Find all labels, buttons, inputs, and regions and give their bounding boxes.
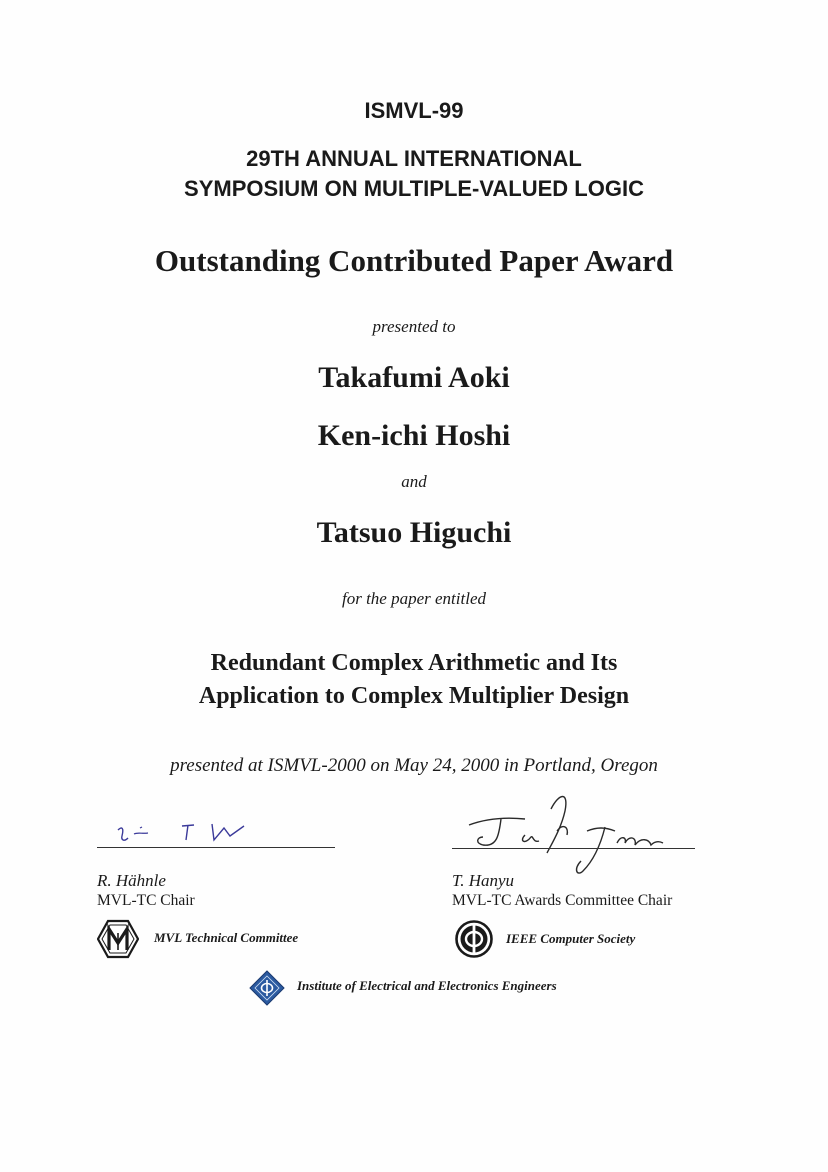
recipient-name-3: Tatsuo Higuchi — [316, 516, 512, 549]
conference-title-line2: SYMPOSIUM ON MULTIPLE-VALUED LOGIC — [184, 176, 644, 201]
signatory-name-right: T. Hanyu — [452, 871, 515, 890]
recipient-name-2: Ken-ichi Hoshi — [317, 419, 511, 452]
computer-society-logo-icon — [454, 920, 494, 958]
award-title: Outstanding Contributed Paper Award — [154, 243, 674, 278]
conference-title-line1: 29TH ANNUAL INTERNATIONAL — [246, 146, 582, 171]
recipient-name-1: Takafumi Aoki — [318, 361, 510, 394]
for-paper-text: for the paper entitled — [341, 589, 486, 608]
signatory-name-left: R. Hähnle — [97, 871, 166, 890]
ieee-institute-label: Institute of Electrical and Electronics Engineers — [297, 978, 557, 993]
mvl-logo-icon — [97, 919, 139, 959]
paper-title-line1: Redundant Complex Arithmetic and Its — [210, 650, 618, 676]
paper-title-line2: Application to Complex Multiplier Design — [198, 683, 630, 709]
signature-line-left — [97, 847, 335, 848]
signature-right — [455, 783, 685, 878]
and-text: and — [401, 472, 427, 491]
signature-left — [112, 812, 262, 852]
ieee-computer-society-label: IEEE Computer Society — [506, 931, 636, 946]
presentation-venue: presented at ISMVL-2000 on May 24, 2000 in Portland, Oregon — [170, 755, 658, 776]
mvl-technical-committee-label: MVL Technical Committee — [154, 930, 299, 945]
signatory-role-left: MVL-TC Chair — [97, 892, 195, 909]
ieee-logo-icon — [249, 970, 285, 1006]
signatory-role-right: MVL-TC Awards Committee Chair — [452, 892, 673, 909]
conference-acronym: ISMVL-99 — [364, 98, 464, 123]
signature-line-right — [452, 848, 695, 849]
presented-to-text: presented to — [372, 317, 456, 336]
